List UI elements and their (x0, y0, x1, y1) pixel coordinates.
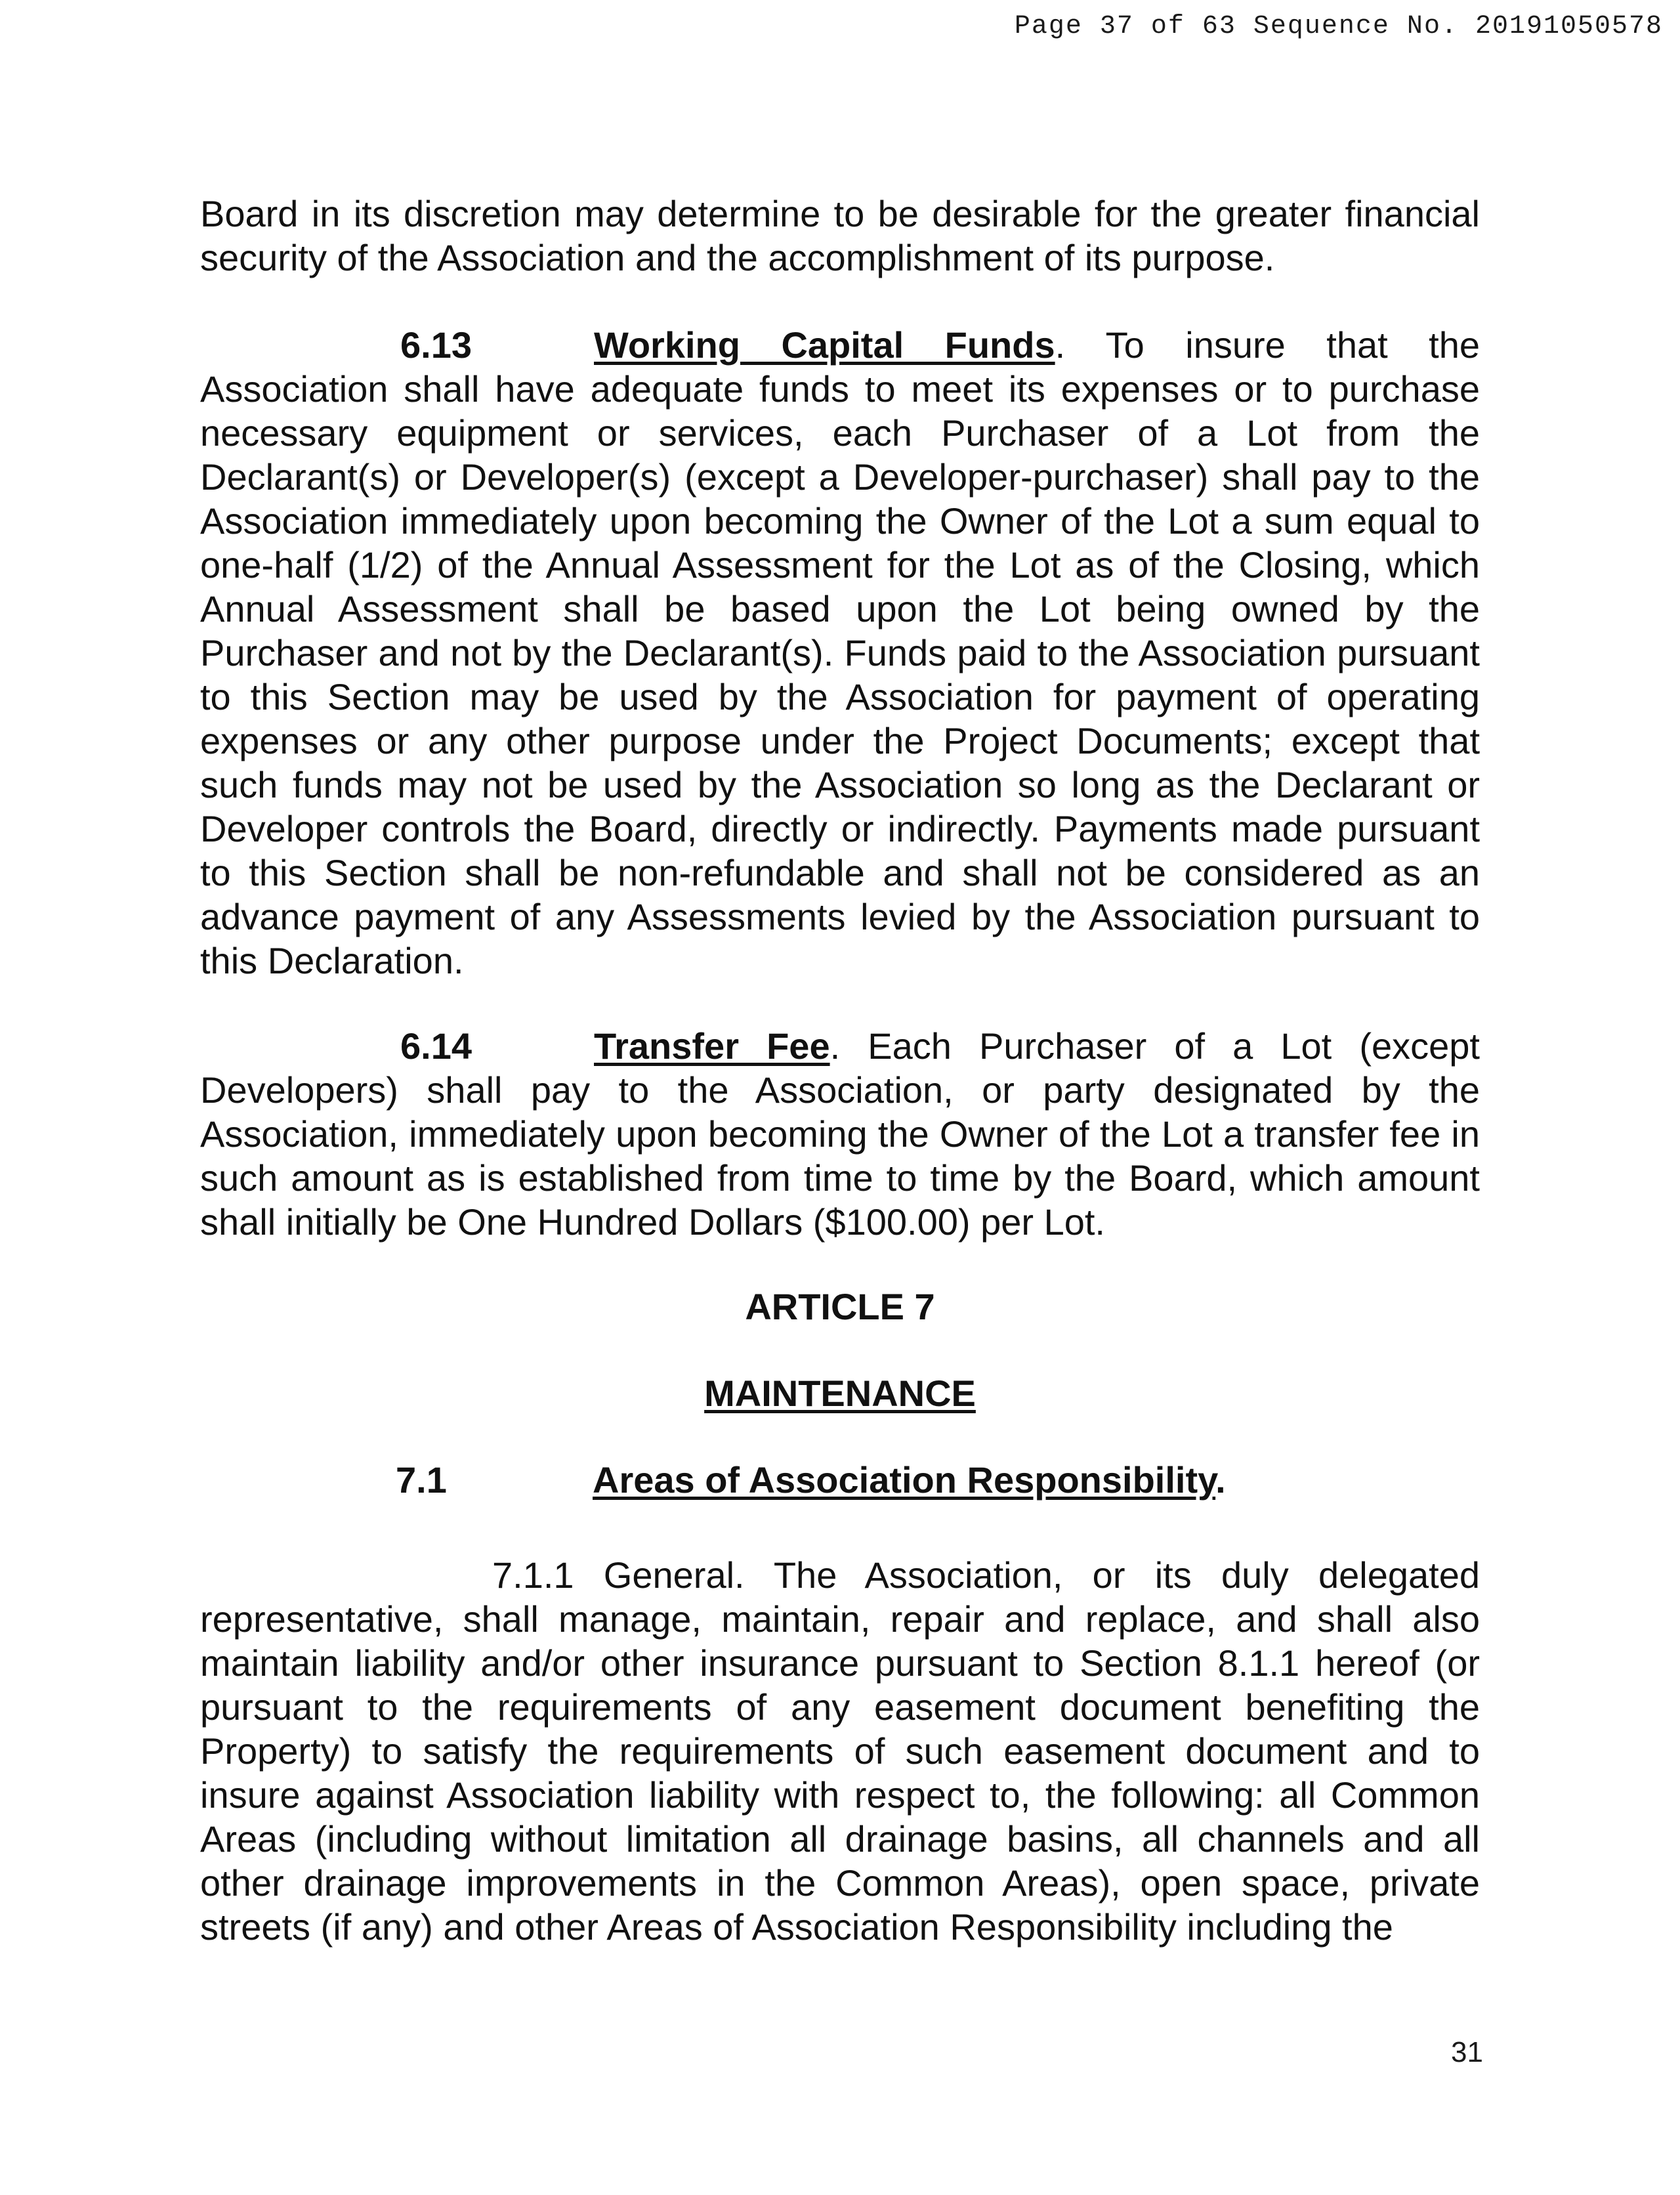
paragraph-continuation: Board in its discretion may determine to be desirable for the greater financial security of the Association and the accomplishment of its purpose. (200, 193, 1480, 278)
article-number-heading: ARTICLE 7 (745, 1286, 935, 1327)
section-6-14 (200, 1024, 1480, 1244)
section-number: 6.13 (400, 324, 472, 366)
page-sequence-header: Page 37 of 63 Sequence No. 20191050578 (1014, 12, 1663, 41)
section-number: 7.1 (396, 1459, 447, 1501)
section-title-period: . (1215, 1459, 1226, 1501)
section-6-13 (200, 323, 1480, 983)
section-7-1-1 (200, 1553, 1480, 1949)
section-title: Transfer Fee (594, 1025, 830, 1067)
page-number: 31 (1451, 2036, 1483, 2068)
subsection-body: The Association, or its duly delegated representative, shall manage, maintain, repair and replace, and shall also maintain liability and/or other insurance pursuant to Section 8.1.1 hereof (or pursuant to the requirements of any easement document benefiting the Property) to satisfy the requirements of such easement document and to insure against Association liability with respect to, the following: all Common Areas (including without limitation all drainage basins, all channels and all other drainage improvements in the Common Areas), open space, private streets (if any) and other Areas of Association Responsibility including the (200, 1554, 1480, 1948)
section-number: 6.14 (400, 1025, 472, 1067)
article-title-heading: MAINTENANCE (704, 1373, 976, 1414)
section-title: Areas of Association Responsibility (593, 1459, 1216, 1501)
section-body: . Each Purchaser of a Lot (except Developers) shall pay to the Association, or party designated by the Association, immediately upon becoming the Owner of the Lot a transfer fee in such amount as is established from time to time by the Board, which amount shall initially be One Hundred Dollars ($100.00) per Lot. (200, 1025, 1480, 1243)
section-body: . To insure that the Association shall have adequate funds to meet its expenses or to purchase necessary equipment or services, each Purchaser of a Lot from the Declarant(s) or Developer(s) (except a Developer-purchaser) shall pay to the Association immediately upon becoming the Owner of the Lot a sum equal to one-half (1/2) of the Annual Assessment for the Lot as of the Closing, which Annual Assessment shall be based upon the Lot being owned by the Purchaser and not by the Declarant(s). Funds paid to the Association pursuant to this Section may be used by the Association for payment of operating expenses or any other purpose under the Project Documents; except that such funds may not be used by the Association so long as the Declarant or Developer controls the Board, directly or indirectly. Payments made pursuant to this Section shall be non-refundable and shall not be considered as an advance payment of any Assessments levied by the Association pursuant to this Declaration. (200, 324, 1480, 981)
section-title: Working Capital Funds (594, 324, 1055, 366)
section-7-1-heading (396, 1459, 1226, 1501)
subsection-lead: 7.1.1 General. (492, 1554, 745, 1596)
